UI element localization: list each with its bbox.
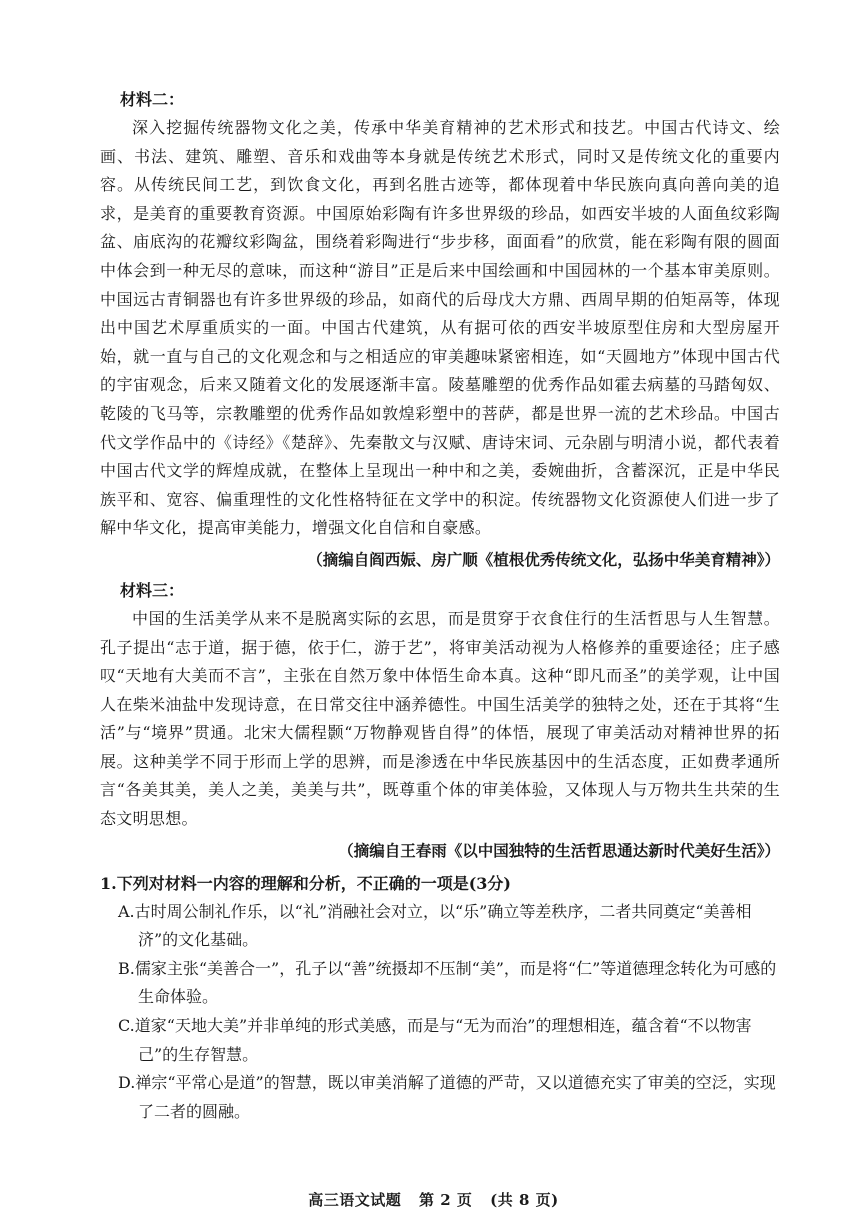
footer-subject: 高三语文试题 xyxy=(308,1191,402,1209)
material3-paragraph: 中国的生活美学从来不是脱离实际的玄思，而是贯穿于衣食住行的生活哲思与人生智慧。孔子提出“志于道，据于德，依于仁，游于艺”，将审美活动视为人格修养的重要途径；庄子感叹“天地有大美而不言”，主张在自然万象中体悟生命本真。这种“即凡而圣”的美学观，让中国人在柴米油盐中发现诗意，在日常交往中涵养德性。中国生活美学的独特之处，还在于其将“生活”与“境界”贯通。北宋大儒程颢“万物静观皆自得”的体悟，展现了审美活动对精神世界的拓展。这种美学不同于形而上学的思辨，而是渗透在中华民族基因中的生活态度，正如费孝通所言“各美其美，美人之美，美美与共”，既尊重个体的审美体验，又体现人与万物共生共荣的生态文明思想。 xyxy=(100,608,780,829)
footer-total-pages: (共 8 页) xyxy=(490,1191,559,1209)
question-1-stem: 1.下列对材料一内容的理解和分析，不正确的一项是(3分) xyxy=(100,873,511,893)
question-1-option-b: B.儒家主张“美善合一”，孔子以“善”统摄却不压制“美”，而是将“仁”等道德理念转化为可感的生命体验。 xyxy=(118,958,777,1007)
question-1-option-c: C.道家“天地大美”并非单纯的形式美感，而是与“无为而治”的理想相连，蕴含着“不以物害己”的生存智慧。 xyxy=(118,1016,752,1064)
material3-heading: 材料三： xyxy=(120,580,185,600)
footer-page-number: 第 2 页 xyxy=(419,1191,473,1209)
material2-heading: 材料二： xyxy=(120,90,185,109)
material2-paragraph: 深入挖掘传统器物文化之美，传承中华美育精神的艺术形式和技艺。中国古代诗文、绘画、书法、建筑、雕塑、音乐和戏曲等本身就是传统艺术形式，同时又是传统文化的重要内容。从传统民间工艺，到饮食文化，再到名胜古迹等，都体现着中华民族向真向善向美的追求，是美育的重要教育资源。中国原始彩陶有许多世界级的珍品，如西安半坡的人面鱼纹彩陶盆、庙底沟的花瓣纹彩陶盆，围绕着彩陶进行“步步移，面面看”的欣赏，能在彩陶有限的圆面中体会到一种无尽的意味，而这种“游目”正是后来中国绘画和中国园林的一个基本审美原则。中国远古青铜器也有许多世界级的珍品，如商代的后母戊大方鼎、西周早期的伯矩鬲等，体现出中国艺术厚重质实的一面。中国古代建筑，从有据可依的西安半坡原型住房和大型房屋开始，就一直与自己的文化观念和与之相适应的审美趣味紧密相连，如“天圆地方”体现中国古代的宇宙观念，后来又随着文化的发展逐渐丰富。陵墓雕塑的优秀作品如霍去病墓的马踏匈奴、乾陵的飞马等，宗教雕塑的优秀作品如敦煌彩塑中的菩萨，都是世界一流的艺术珍品。中国古代文学作品中的《诗经》《楚辞》、先秦散文与汉赋、唐诗宋词、元杂剧与明清小说，都代表着中国古代文学的辉煌成就，在整体上呈现出一种中和之美，委婉曲折，含蓄深沉，正是中华民族平和、宽容、偏重理性的文化性格特征在文学中的积淀。传统器物文化资源使人们进一步了解中华文化，提高审美能力，增强文化自信和自豪感。 xyxy=(100,118,780,538)
material2-source: （摘编自阎西娠、房广顺《植根优秀传统文化，弘扬中华美育精神》） xyxy=(307,549,780,569)
page-content xyxy=(100,88,780,1126)
page-footer xyxy=(0,1189,867,1210)
question-1-option-d: D.禅宗“平常心是道”的智慧，既以审美消解了道德的严苛，又以道德充实了审美的空泛，实现了二者的圆融。 xyxy=(118,1073,776,1121)
question-1-option-a: A.古时周公制礼作乐，以“礼”消融社会对立，以“乐”确立等差秩序，二者共同奠定“美善相济”的文化基础。 xyxy=(118,901,752,950)
material3-source: （摘编自王春雨《以中国独特的生活哲思通达新时代美好生活》） xyxy=(338,840,780,860)
